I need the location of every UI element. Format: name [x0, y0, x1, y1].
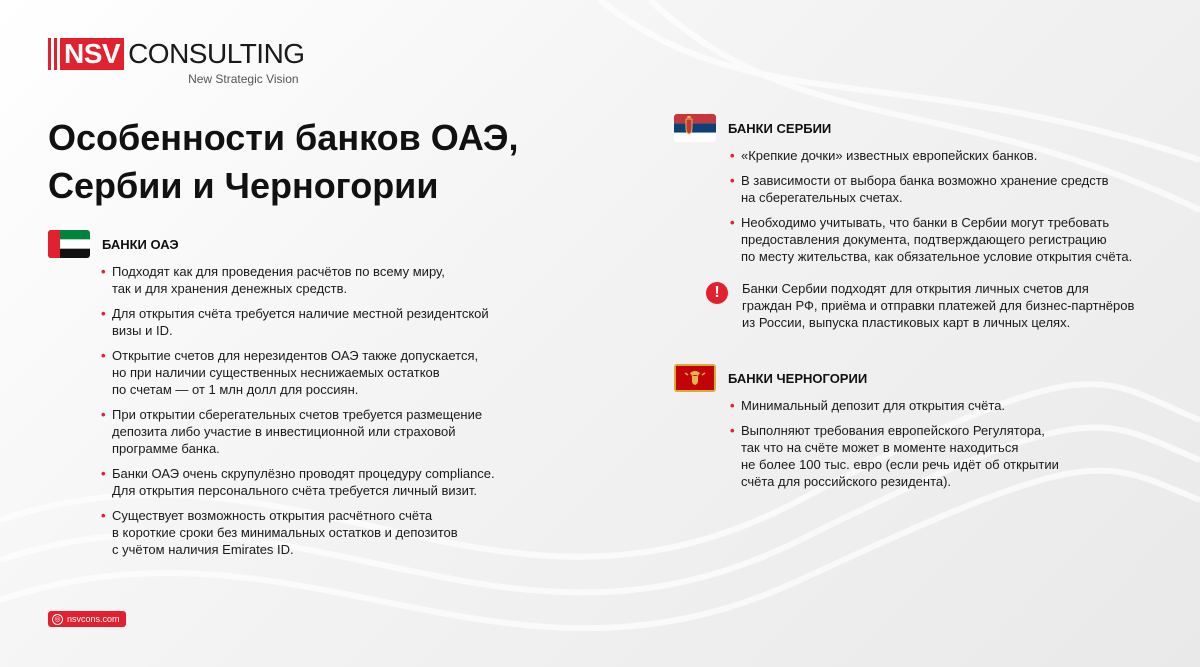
page-title: Особенности банков ОАЭ, Сербии и Черногории [48, 117, 519, 206]
list-item: • В зависимости от выбора банка возможно хранение средств на сберегательных счетах. [741, 172, 1174, 206]
list-item: • Существует возможность открытия расчётного счёта в короткие сроки без минимальных остатков и депозитов с учётом наличия Emirates ID. [112, 507, 568, 558]
note-text: Банки Сербии подходят для открытия личных счетов для граждан РФ, приёма и отправки платежей для бизнес-партнёров из России, выпуска пластиковых карт в личных целях. [742, 281, 1135, 330]
montenegro-flag-icon [674, 364, 716, 392]
list-item: • Открытие счетов для нерезидентов ОАЭ также допускается, но при наличии существенных неснижаемых остатков по счетам — от 1 млн долл для россиян. [112, 347, 568, 398]
list-item: • Необходимо учитывать, что банки в Сербии могут требовать предоставления документа, подтверждающего регистрацию по месту жительства, как обязательное условие открытия счёта. [741, 214, 1174, 265]
logo-word: CONSULTING [128, 38, 305, 69]
uae-flag-icon [48, 230, 90, 258]
section-uae [48, 229, 568, 566]
website-text: nsvcons.com [67, 614, 120, 624]
serbia-note [706, 280, 1182, 331]
section-serbia [674, 113, 1174, 273]
list-item: • Банки ОАЭ очень скрупулёзно проводят процедуру compliance. Для открытия персонального счёта требуется личный визит. [112, 465, 568, 499]
list-item: • Выполняют требования европейского Регулятора, так что на счёте может в моменте находиться не более 100 тыс. евро (если речь идёт об открытии счёта для российского резидента). [741, 422, 1174, 490]
globe-icon: ◎ [52, 614, 63, 625]
website-link[interactable] [48, 611, 126, 627]
logo-tagline: New Strategic Vision [188, 72, 299, 86]
warning-icon: ! [706, 282, 728, 304]
section-title-montenegro: БАНКИ ЧЕРНОГОРИИ [728, 370, 868, 386]
logo-stripes [48, 38, 57, 70]
list-item: • Для открытия счёта требуется наличие местной резидентской визы и ID. [112, 305, 568, 339]
section-title-uae: БАНКИ ОАЭ [102, 236, 179, 252]
list-item: • При открытии сберегательных счетов требуется размещение депозита либо участие в инвестиционной или страховой программе банка. [112, 406, 568, 457]
section-title-serbia: БАНКИ СЕРБИИ [728, 120, 832, 136]
list-item: • Подходят как для проведения расчётов по всему миру, так и для хранения денежных средств. [112, 263, 568, 297]
company-logo [48, 38, 305, 86]
list-item: • «Крепкие дочки» известных европейских банков. [741, 147, 1174, 164]
logo-brand: NSV [60, 38, 124, 70]
section-montenegro [674, 363, 1174, 498]
list-item: • Минимальный депозит для открытия счёта. [741, 397, 1174, 414]
serbia-flag-icon [674, 114, 716, 142]
